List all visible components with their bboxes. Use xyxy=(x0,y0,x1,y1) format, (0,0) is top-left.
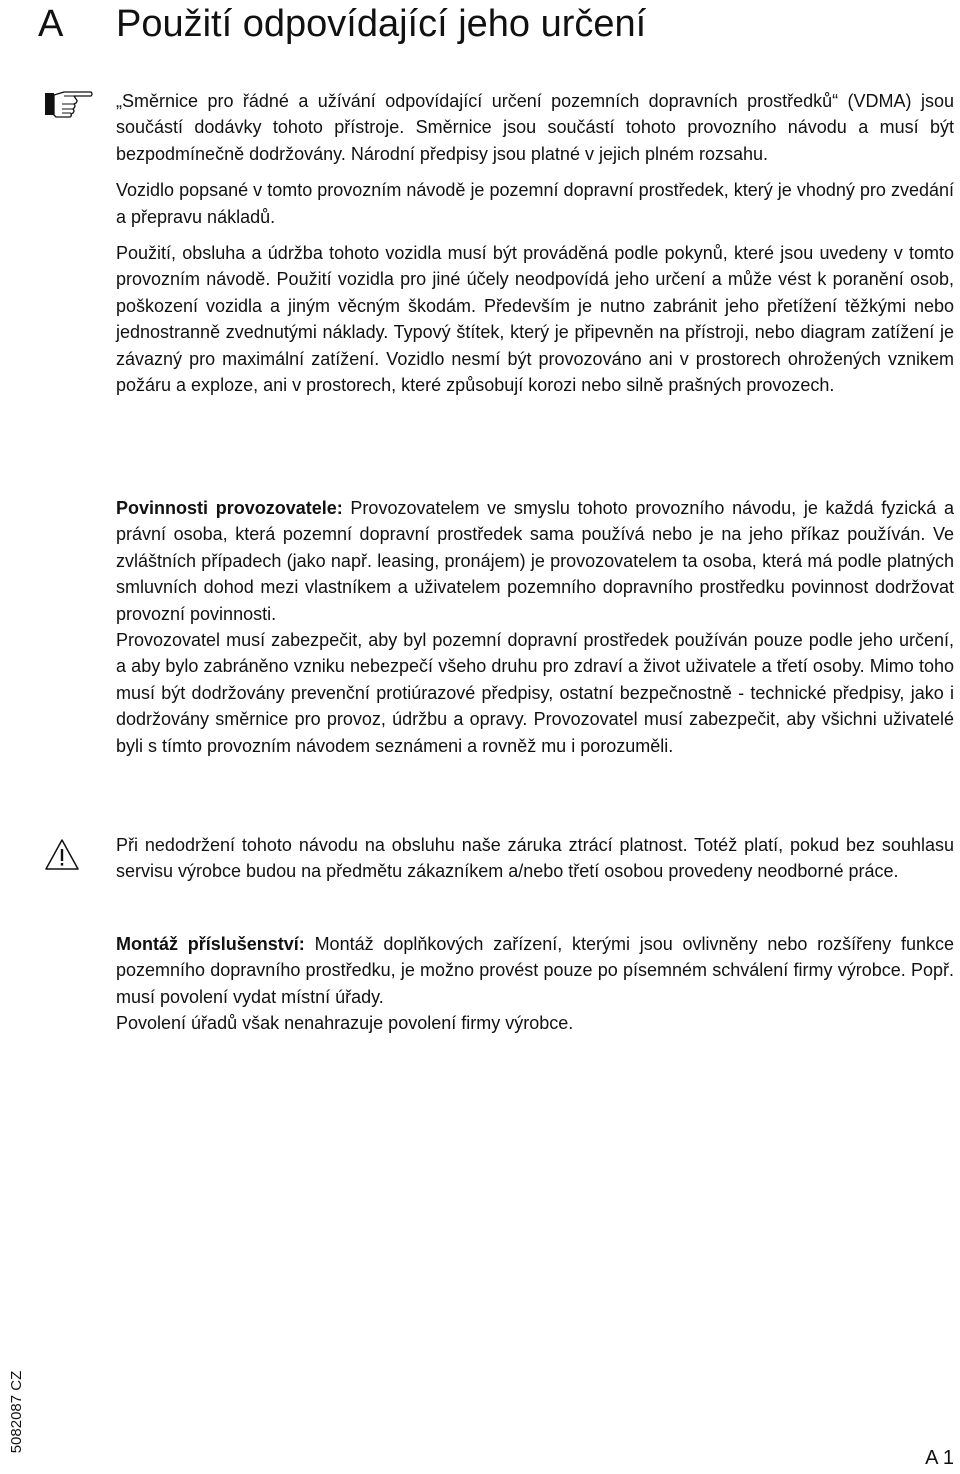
accessories-section xyxy=(116,931,954,1037)
warranty-warning-section xyxy=(116,832,954,885)
vehicle-description-paragraph: Vozidlo popsané v tomto provozním návodě je pozemní dopravní prostředek, který je vhodný pro zvedání a přepravu nákladů. xyxy=(116,180,954,227)
operator-duties-paragraph xyxy=(116,495,954,627)
vdma-guideline-paragraph: „Směrnice pro řádné a užívání odpovídající určení pozemních dopravních prostředků“ (VDMA) jsou součástí dodávky tohoto přístroje. Směrnice jsou součástí tohoto provozního návodu a musí být bezpodmínečně dodržovány. Národní předpisy jsou platné v jejich plném rozsahu. xyxy=(116,91,954,164)
page-number: A 1 xyxy=(925,1447,954,1469)
warranty-warning-paragraph: Při nedodržení tohoto návodu na obsluhu naše záruka ztrácí platnost. Totéž platí, pokud bez souhlasu servisu výrobce budou na předmětu zákazníkem a/nebo třetí osobou provedeny neodborné práce. xyxy=(116,835,954,882)
usage-paragraph: Použití, obsluha a údržba tohoto vozidla musí být prováděná podle pokynů, které jsou uvedeny v tomto provozním návodě. Použití vozidla pro jiné účely neodpovídá jeho určení a může vést k poranění osob, poškození vozidla a jiným věcným škodám. Především je nutno zabránit jeho přetížení těžkými nebo jednostranně zvednutými náklady. Typový štítek, který je připevněn na přístroji, nebo diagram zatížení je závazný pro maximální zatížení. Vozidlo nesmí být provozováno ani v prostorech ohrožených vznikem požáru a exploze, ani v prostorech, které způsobují korozi nebo silně prašných provozech. xyxy=(116,243,954,396)
pointing-hand-icon xyxy=(44,88,94,122)
page-title: Použití odpovídající jeho určení xyxy=(116,3,647,45)
warning-triangle-icon xyxy=(44,838,80,872)
operator-obligations-paragraph: Provozovatel musí zabezpečit, aby byl pozemní dopravní prostředek používán pouze podle jeho určení, a aby bylo zabráněno vzniku nebezpečí všeho druhu pro zdraví a život uživatele a třetí osoby. Mimo toho musí být dodržovány prevenční protiúrazové předpisy, ostatní bezpečnostně - technické předpisy, jako i dodržovány směrnice pro provoz, údržbu a opravy. Provozovatel musí zabezpečit, aby všichni uživatelé byli s tímto provozním návodem seznámeni a rovněž mu i porozuměli. xyxy=(116,630,954,756)
authority-approval-paragraph: Povolení úřadů však nenahrazuje povolení firmy výrobce. xyxy=(116,1013,574,1034)
accessories-paragraph xyxy=(116,931,954,1010)
chapter-letter: A xyxy=(38,3,64,45)
document-number: 5082087 CZ xyxy=(8,1370,25,1454)
accessories-text: Montáž doplňkových zařízení, kterými jsou ovlivněny nebo rozšířeny funkce pozemního dopravního prostředku, je možno provést pouze po písemném schválení firmy výrobce. Popř. musí povolení vydat místní úřady. xyxy=(116,934,954,1007)
note-section xyxy=(116,88,954,398)
operator-duties-text: Provozovatelem ve smyslu tohoto provozního návodu, je každá fyzická a právní osoba, která pozemní dopravní prostředek sama používá nebo je na jeho příkaz používán. Ve zvláštních případech (jako např. leasing, pronájem) je provozovatelem ta osoba, která má podle platných smluvních dohod mezi vlastníkem a uživatelem pozemního dopravního prostředku povinnost dodržovat provozní povinnosti. xyxy=(116,498,954,624)
accessories-label: Montáž příslušenství: xyxy=(116,934,305,954)
operator-duties-label: Povinnosti provozovatele: xyxy=(116,498,343,518)
operator-duties-section xyxy=(116,495,954,759)
